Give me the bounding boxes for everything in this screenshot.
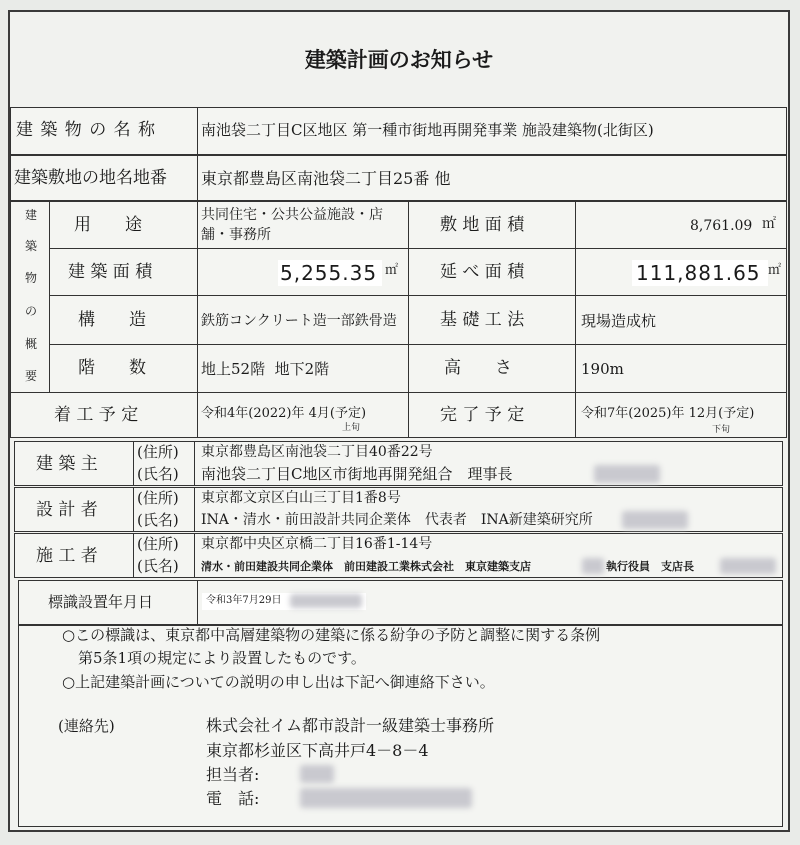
foundation-label: 基 礎 工 法 [440,310,525,330]
address-label: 建築敷地の地名地番 [14,168,167,188]
contact-phone-redacted [300,788,472,808]
builder-name-tag: (氏名) [137,557,179,575]
owner-label: 建 築 主 [36,454,98,474]
owner-address-tag: (住所) [137,443,179,461]
contact-person-label: 担当者: [206,765,260,784]
builder-address: 東京都中央区京橋二丁目16番1-14号 [201,536,433,552]
note-line-3: ○上記建築計画についての説明の申し出は下記へ御連絡下さい。 [62,673,495,691]
site-area-label: 敷 地 面 積 [440,215,525,235]
overview-side-6: 要 [25,369,38,383]
designer-redacted [622,511,688,529]
start-label: 着 工 予 定 [54,405,139,425]
overview-side-1: 建 [25,208,38,222]
use-label: 用 途 [74,215,142,235]
builder-label: 施 工 者 [36,546,98,566]
builder-redacted-b [720,558,776,574]
overview-side-4: の [25,304,38,318]
site-area-value-cell [575,201,787,249]
floors-label: 階 数 [78,358,146,378]
floor-area-unit: ㎡ [768,263,782,278]
height-value: 190m [581,360,624,378]
end-note: 下旬 [712,425,731,435]
floor-area-label: 延 べ 面 積 [440,262,525,282]
structure-label: 構 造 [78,310,146,330]
site-area-value: 8,761.09 [690,218,753,234]
height-label: 高 さ [444,358,512,378]
floor-area-value: 111,881.65 [636,261,761,285]
overview-side-5: 概 [25,337,38,351]
note-line-1: ○この標識は、東京都中高層建築物の建築に係る紛争の予防と調整に関する条例 [62,626,601,644]
name-value: 南池袋二丁目C区地区 第一種市街地再開発事業 施設建築物(北街区) [201,121,654,139]
foundation-value: 現場造成杭 [581,312,657,330]
designer-name-tag: (氏名) [137,511,179,529]
designer-address-tag: (住所) [137,489,179,507]
builder-redacted-a [582,558,604,574]
builder-name-a: 清水・前田建設共同企業体 前田建設工業株式会社 東京建築支店 [201,560,531,573]
end-value: 令和7年(2025)年 12月(予定) [581,406,755,421]
start-note: 上旬 [342,423,361,433]
overview-side-cell [10,201,50,393]
overview-side-2: 築 [25,239,38,253]
use-value-2: 舗・事務所 [201,227,271,243]
sign-title: 建築計画のお知らせ [304,48,494,72]
owner-address: 東京都豊島区南池袋二丁目40番22号 [201,444,433,460]
contact-phone-label: 電 話: [206,789,260,808]
overview-side-3: 物 [25,271,38,285]
building-area-label: 建 築 面 積 [68,262,153,282]
installed-value: 令和3年7月29日 [206,595,282,606]
designer-label: 設 計 者 [36,500,98,520]
builder-address-tag: (住所) [137,535,179,553]
owner-name: 南池袋二丁目C地区市街地再開発組合 理事長 [201,465,513,483]
installed-label: 標識設置年月日 [48,593,154,611]
owner-redacted [594,465,660,483]
site-area-unit: ㎡ [762,216,776,232]
floors-value: 地上52階 地下2階 [201,360,330,378]
building-area-value: 5,255.35 [280,261,378,285]
building-area-unit: ㎡ [385,263,399,278]
contact-company: 株式会社イム都市設計一級建築士事務所 [206,716,495,735]
structure-value: 鉄筋コンクリート造一部鉄骨造 [201,313,397,329]
designer-name: INA・清水・前田設計共同企業体 代表者 INA新建築研究所 [201,512,593,528]
note-line-2: 第5条1項の規定により設置したものです。 [78,649,366,667]
start-value: 令和4年(2022)年 4月(予定) [201,406,367,421]
name-label: 建 築 物 の 名 称 [16,120,157,140]
use-value-1: 共同住宅・公共公益施設・店 [201,207,383,223]
address-value: 東京都豊島区南池袋二丁目25番 他 [201,169,451,188]
end-label: 完 了 予 定 [440,405,525,425]
contact-address: 東京都杉並区下高井戸4－8－4 [206,741,429,760]
builder-name-b: 執行役員 支店長 [606,560,694,573]
designer-address: 東京都文京区白山三丁目1番8号 [201,490,401,506]
owner-name-tag: (氏名) [137,465,179,483]
contact-label: (連絡先) [58,717,115,735]
installed-redacted [290,594,362,608]
contact-person-redacted [300,765,334,783]
